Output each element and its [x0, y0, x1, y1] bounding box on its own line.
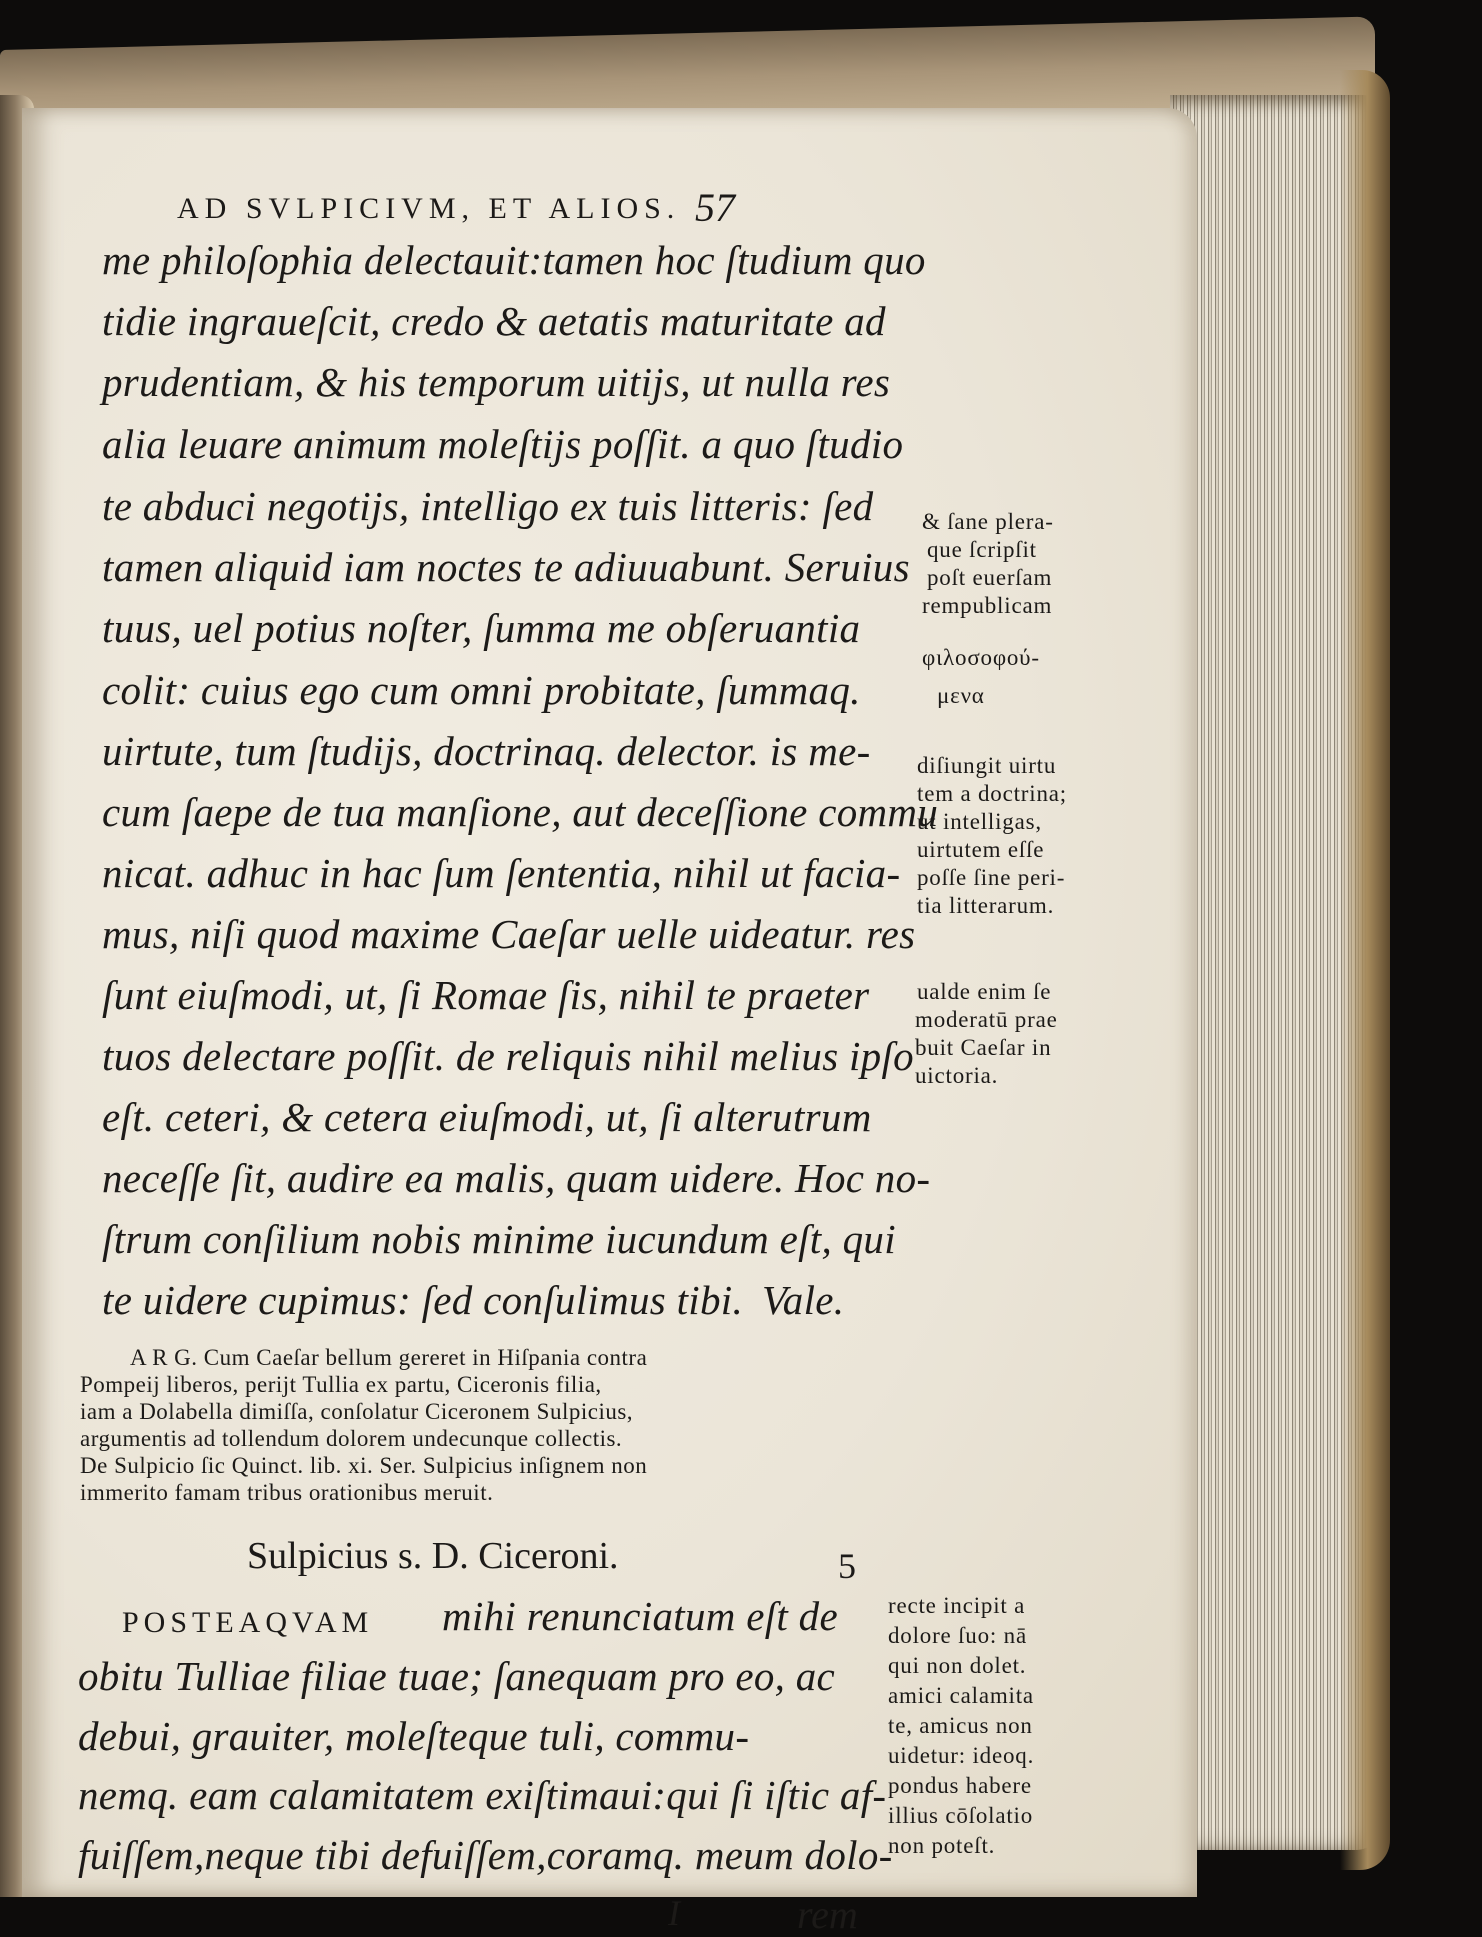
text-line: nicat. adhuc in hac ſum ſententia, nihil ut facia- — [102, 850, 901, 896]
text-line: prudentiam, & his temporum uitijs, ut nulla res — [102, 359, 891, 405]
margin-note-line: tia litterarum. — [917, 893, 1055, 918]
book-cover-right — [1340, 70, 1390, 1870]
argument-line: immerito famam tribus orationibus meruit. — [80, 1480, 494, 1505]
margin-note-line: poſſe ſine peri- — [917, 865, 1066, 890]
margin-note-line: ualde enim ſe — [917, 979, 1052, 1004]
running-head: AD SVLPICIVM, ET ALIOS. — [177, 192, 681, 225]
margin-note-line: que ſcripſit — [927, 537, 1037, 562]
argument-line: A R G. Cum Caeſar bellum gereret in Hiſpania contra — [130, 1345, 648, 1370]
catchword: rem — [797, 1892, 858, 1937]
text-line: eſt. ceteri, & cetera eiuſmodi, ut, ſi alterutrum — [102, 1094, 872, 1140]
text-line: neceſſe ſit, audire ea malis, quam uidere. Hoc no- — [102, 1155, 931, 1201]
text-line: tamen aliquid iam noctes te adiuuabunt. Seruius — [102, 544, 910, 590]
valediction: Vale. — [762, 1277, 845, 1323]
text-line: ſunt eiuſmodi, ut, ſi Romae ſis, nihil te praeter — [102, 972, 870, 1018]
page-number: 57 — [695, 185, 735, 230]
text-line: mus, niſi quod maxime Caeſar uelle uideatur. res — [102, 911, 916, 957]
book-page — [22, 108, 1197, 1937]
margin-note-line: poſt euerſam — [927, 565, 1053, 590]
text-line: fuiſſem,neque tibi defuiſſem,coramq. meum dolo- — [78, 1832, 893, 1878]
text-line: te abduci negotijs, intelligo ex tuis litteris: ſed — [102, 483, 874, 529]
margin-note-line: ut intelligas, — [917, 809, 1042, 834]
text-line: tuos delectare poſſit. de reliquis nihil melius ipſo — [102, 1033, 914, 1079]
margin-note-line: moderatū prae — [915, 1007, 1058, 1032]
argument-line: iam a Dolabella dimiſſa, conſolatur Ciceronem Sulpicius, — [80, 1399, 634, 1424]
margin-note-line: rempublicam — [922, 593, 1053, 618]
letter-heading: Sulpicius s. D. Ciceroni. — [247, 1535, 619, 1577]
margin-note-line: uidetur: ideoq. — [888, 1743, 1035, 1768]
text-line: alia leuare animum moleſtijs poſſit. a quo ſtudio — [102, 421, 904, 467]
text-line: ſtrum conſilium nobis minime iucundum eſt, qui — [102, 1216, 896, 1262]
margin-note-line: amici calamita — [888, 1683, 1034, 1708]
text-line: nemq. eam calamitatem exiſtimaui:qui ſi iſtic af- — [78, 1772, 887, 1818]
margin-note-line: buit Caeſar in — [915, 1035, 1052, 1060]
text-line: debui, grauiter, moleſteque tuli, commu- — [78, 1713, 750, 1759]
margin-note-line: illius cōſolatio — [888, 1803, 1034, 1828]
margin-note-line: recte incipit a — [888, 1593, 1026, 1618]
opening-word: POSTEAQVAM — [122, 1606, 374, 1639]
letter-number: 5 — [838, 1546, 856, 1586]
margin-note-line: & ſane plera- — [922, 509, 1054, 534]
margin-note-line: tem a doctrina; — [917, 781, 1067, 806]
margin-note-line: φιλοσοφού- — [922, 645, 1040, 670]
text-line: obitu Tulliae filiae tuae; ſanequam pro eo, ac — [78, 1653, 836, 1699]
text-line: mihi renunciatum eſt de — [442, 1593, 838, 1639]
margin-note-line: pondus habere — [888, 1773, 1032, 1798]
text-line: tidie ingraueſcit, credo & aetatis maturitate ad — [102, 298, 886, 344]
margin-note-line: uirtutem eſſe — [917, 837, 1045, 862]
margin-note-line: qui non dolet. — [888, 1653, 1027, 1678]
margin-note-line: te, amicus non — [888, 1713, 1033, 1738]
text-line: colit: cuius ego cum omni probitate, ſummaq. — [102, 667, 861, 713]
margin-note-line: μενα — [937, 683, 985, 708]
text-line: tuus, uel potius noſter, ſumma me obſeruantia — [102, 605, 861, 651]
argument-line: argumentis ad tollendum dolorem undecunque collectis. — [80, 1426, 623, 1451]
margin-note-line: dolore ſuo: nā — [888, 1623, 1027, 1648]
signature-mark: I — [668, 1893, 680, 1933]
text-line: cum ſaepe de tua manſione, aut deceſſione commu — [102, 789, 939, 835]
argument-line: Pompeij liberos, perijt Tullia ex partu, Ciceronis filia, — [80, 1372, 602, 1397]
margin-note-line: uictoria. — [915, 1063, 999, 1088]
text-line: uirtute, tum ſtudijs, doctrinaq. delector. is me- — [102, 728, 871, 774]
margin-note-line: non poteſt. — [888, 1833, 996, 1858]
text-line: me philoſophia delectauit:tamen hoc ſtudium quo — [102, 237, 926, 283]
text-line: te uidere cupimus: ſed conſulimus tibi. — [102, 1277, 744, 1323]
margin-note-line: diſiungit uirtu — [917, 753, 1057, 778]
argument-line: De Sulpicio ſic Quinct. lib. xi. Ser. Sulpicius inſignem non — [80, 1453, 648, 1478]
